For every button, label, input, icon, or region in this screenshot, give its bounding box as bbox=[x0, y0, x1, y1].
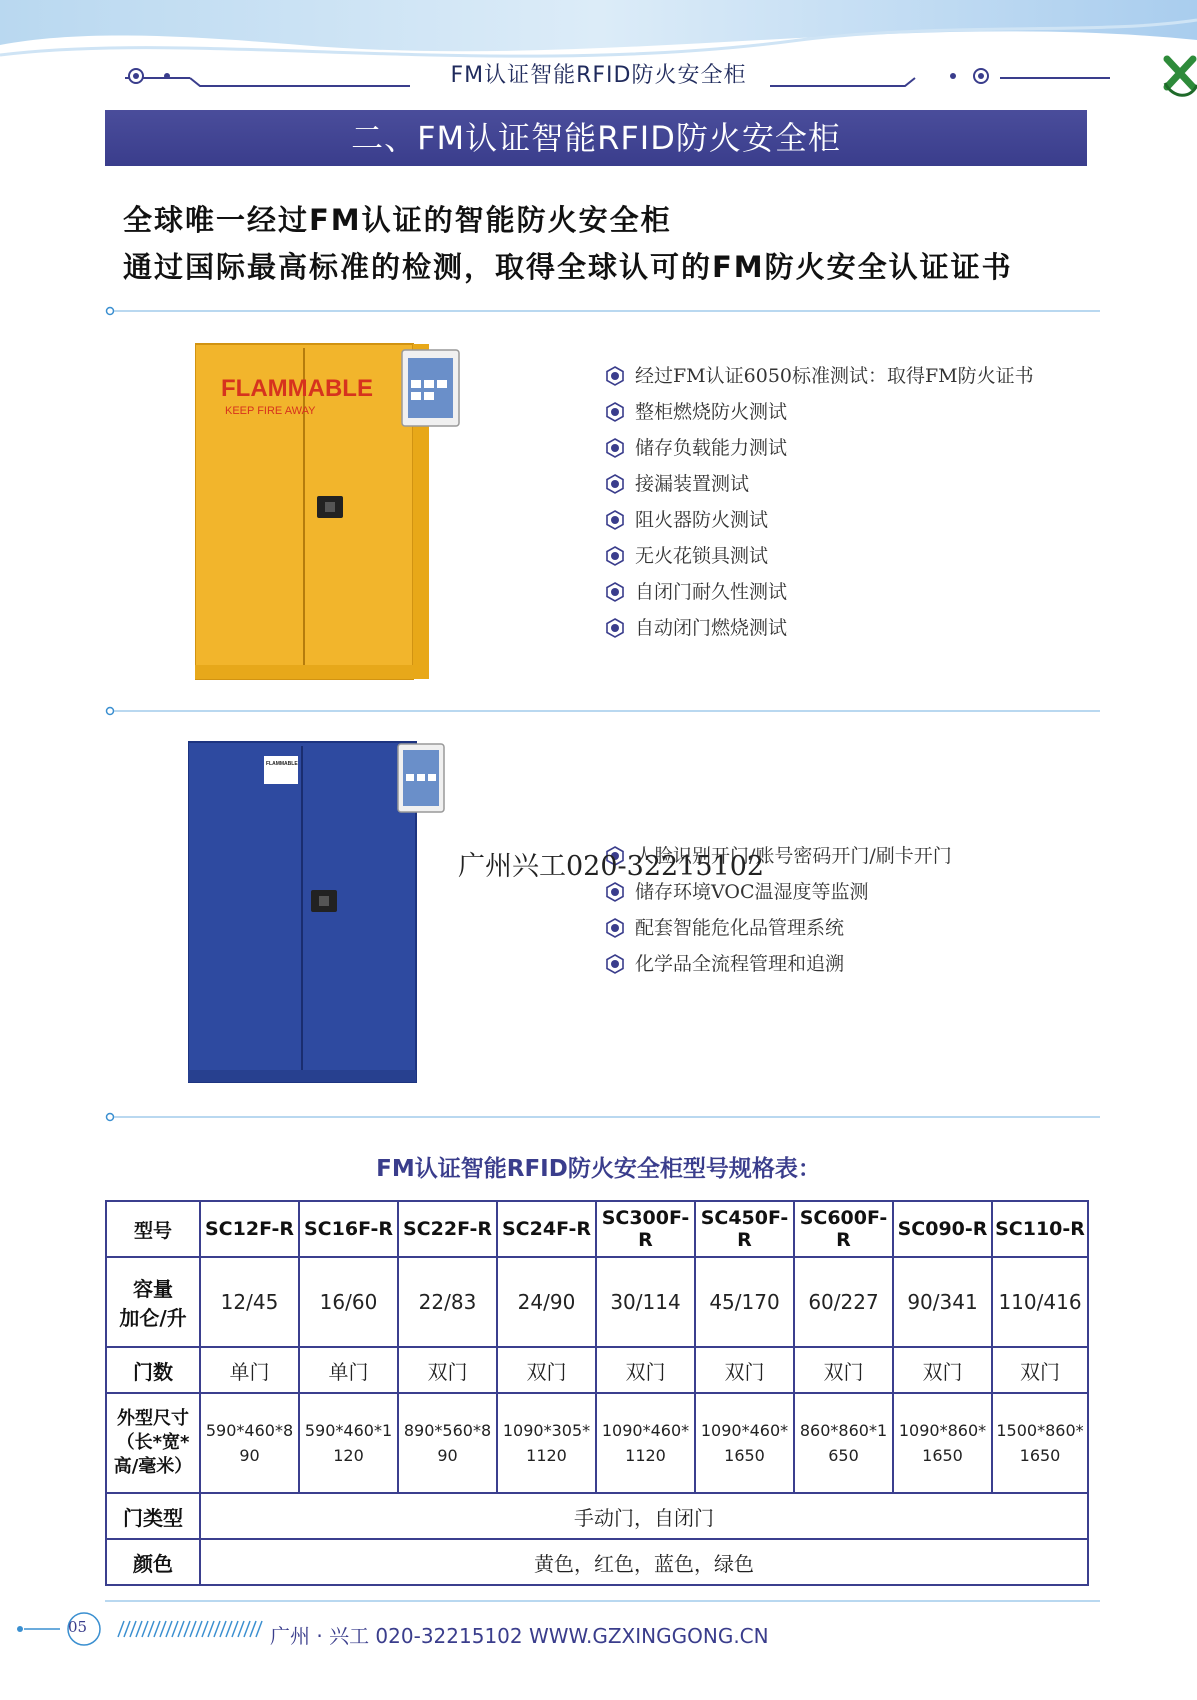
dimension-cell bbox=[794, 1393, 893, 1493]
dimension-text: 860*860*1650 bbox=[799, 1421, 888, 1465]
feature-text: 阻火器防火测试 bbox=[635, 509, 769, 531]
feature-text: 经过FM认证6050标准测试：取得FM防火证书 bbox=[635, 365, 1034, 387]
dimension-cell bbox=[299, 1393, 398, 1493]
model-cell: SC450F-R bbox=[695, 1201, 794, 1257]
feature-text: 人脸识别开门/账号密码开门/刷卡开门 bbox=[635, 845, 952, 867]
row-label-model: 型号 bbox=[106, 1201, 200, 1257]
company-logo bbox=[1163, 45, 1197, 103]
dimension-text: 1090*460*1650 bbox=[700, 1421, 789, 1465]
capacity-cell: 90/341 bbox=[893, 1257, 992, 1347]
hex-bullet-icon bbox=[605, 402, 625, 422]
hex-bullet-icon bbox=[605, 582, 625, 602]
contact-watermark: 广州兴工020-32215102 bbox=[458, 851, 765, 882]
table-row-capacity bbox=[106, 1257, 1088, 1347]
hex-bullet-icon bbox=[605, 510, 625, 530]
model-cell: SC24F-R bbox=[497, 1201, 596, 1257]
hex-bullet-icon bbox=[605, 882, 625, 902]
page-number: 05 bbox=[68, 1618, 88, 1636]
section-divider bbox=[105, 1112, 1100, 1122]
hex-bullet-icon bbox=[605, 474, 625, 494]
dimension-text: 1090*305*1120 bbox=[502, 1421, 591, 1465]
section-divider bbox=[105, 706, 1100, 716]
feature-text: 配套智能危化品管理系统 bbox=[635, 917, 845, 939]
table-row-model bbox=[106, 1201, 1088, 1257]
doors-cell: 单门 bbox=[200, 1347, 299, 1393]
dimension-text: 1090*860*1650 bbox=[898, 1421, 987, 1465]
feature-text: 自动闭门燃烧测试 bbox=[635, 617, 788, 639]
capacity-cell: 16/60 bbox=[299, 1257, 398, 1347]
feature-text: 储存环境VOC温湿度等监测 bbox=[635, 881, 869, 903]
list-item bbox=[605, 610, 1034, 646]
feature-text: 化学品全流程管理和追溯 bbox=[635, 953, 845, 975]
doors-cell: 双门 bbox=[695, 1347, 794, 1393]
feature-text: 自闭门耐久性测试 bbox=[635, 581, 788, 603]
list-item bbox=[605, 910, 952, 946]
dimension-cell bbox=[398, 1393, 497, 1493]
yellow-cabinet-image bbox=[195, 340, 467, 680]
capacity-cell: 12/45 bbox=[200, 1257, 299, 1347]
dimension-text: 1090*460*1120 bbox=[601, 1421, 690, 1465]
dimension-cell bbox=[992, 1393, 1088, 1493]
capacity-cell: 24/90 bbox=[497, 1257, 596, 1347]
hex-bullet-icon bbox=[605, 618, 625, 638]
capacity-cell: 30/114 bbox=[596, 1257, 695, 1347]
row-label-line: 容量 bbox=[133, 1277, 173, 1301]
blue-cabinet-label: FLAMMABLE bbox=[266, 761, 298, 767]
dimension-cell bbox=[893, 1393, 992, 1493]
feature-text: 整柜燃烧防火测试 bbox=[635, 401, 788, 423]
door-type-cell: 手动门，自闭门 bbox=[200, 1493, 1088, 1539]
yellow-cabinet-label: FLAMMABLE bbox=[221, 375, 373, 402]
doors-cell: 双门 bbox=[596, 1347, 695, 1393]
row-label-door-type: 门类型 bbox=[106, 1493, 200, 1539]
row-label-dimensions bbox=[106, 1393, 200, 1493]
row-label-line: 加仑/升 bbox=[119, 1306, 187, 1330]
list-item bbox=[605, 466, 1034, 502]
doors-cell: 双门 bbox=[497, 1347, 596, 1393]
row-label-color: 颜色 bbox=[106, 1539, 200, 1585]
feature-list-tests bbox=[605, 358, 1034, 646]
blue-cabinet-image bbox=[188, 740, 460, 1085]
header-title: FM认证智能RFID防火安全柜 bbox=[450, 63, 747, 88]
headline-line-1: 全球唯一经过FM认证的智能防火安全柜 bbox=[123, 203, 672, 237]
capacity-cell: 110/416 bbox=[992, 1257, 1088, 1347]
yellow-cabinet-sublabel: KEEP FIRE AWAY bbox=[225, 405, 316, 417]
dimension-text: 1500*860*1650 bbox=[996, 1421, 1084, 1465]
hex-bullet-icon bbox=[605, 546, 625, 566]
feature-text: 接漏装置测试 bbox=[635, 473, 750, 495]
list-item bbox=[605, 502, 1034, 538]
list-item bbox=[605, 394, 1034, 430]
hex-bullet-icon bbox=[605, 918, 625, 938]
row-label-line: 高/毫米） bbox=[113, 1456, 193, 1477]
model-cell: SC22F-R bbox=[398, 1201, 497, 1257]
feature-text: 无火花锁具测试 bbox=[635, 545, 769, 567]
doors-cell: 双门 bbox=[992, 1347, 1088, 1393]
table-row-door-type bbox=[106, 1493, 1088, 1539]
footer-contact: 广州 · 兴工 020-32215102 WWW.GZXINGGONG.CN bbox=[270, 1624, 769, 1648]
spec-table bbox=[105, 1200, 1089, 1586]
hex-bullet-icon bbox=[605, 438, 625, 458]
dimension-cell bbox=[497, 1393, 596, 1493]
model-cell: SC110-R bbox=[992, 1201, 1088, 1257]
table-row-doors bbox=[106, 1347, 1088, 1393]
model-cell: SC090-R bbox=[893, 1201, 992, 1257]
hex-bullet-icon bbox=[605, 954, 625, 974]
hex-bullet-icon bbox=[605, 366, 625, 386]
spec-table-title: FM认证智能RFID防火安全柜型号规格表： bbox=[376, 1156, 821, 1182]
row-label-line: （长*宽* bbox=[116, 1432, 190, 1453]
dimension-text: 590*460*1120 bbox=[304, 1421, 393, 1465]
doors-cell: 双门 bbox=[794, 1347, 893, 1393]
list-item bbox=[605, 430, 1034, 466]
doors-cell: 单门 bbox=[299, 1347, 398, 1393]
table-row-dimensions bbox=[106, 1393, 1088, 1493]
list-item bbox=[605, 946, 952, 982]
section-banner: 二、FM认证智能RFID防火安全柜 bbox=[105, 110, 1087, 166]
capacity-cell: 22/83 bbox=[398, 1257, 497, 1347]
headline-line-2: 通过国际最高标准的检测，取得全球认可的FM防火安全认证证书 bbox=[123, 250, 1013, 284]
doors-cell: 双门 bbox=[893, 1347, 992, 1393]
dimension-text: 590*460*890 bbox=[205, 1421, 294, 1465]
list-item bbox=[605, 538, 1034, 574]
model-cell: SC12F-R bbox=[200, 1201, 299, 1257]
capacity-cell: 60/227 bbox=[794, 1257, 893, 1347]
row-label-capacity bbox=[106, 1257, 200, 1347]
dimension-cell bbox=[596, 1393, 695, 1493]
dimension-cell bbox=[200, 1393, 299, 1493]
list-item bbox=[605, 574, 1034, 610]
list-item bbox=[605, 358, 1034, 394]
row-label-line: 外型尺寸 bbox=[117, 1408, 189, 1429]
section-divider bbox=[105, 306, 1100, 316]
color-cell: 黄色，红色，蓝色，绿色 bbox=[200, 1539, 1088, 1585]
feature-text: 储存负载能力测试 bbox=[635, 437, 788, 459]
doors-cell: 双门 bbox=[398, 1347, 497, 1393]
dimension-cell bbox=[695, 1393, 794, 1493]
model-cell: SC300F-R bbox=[596, 1201, 695, 1257]
dimension-text: 890*560*890 bbox=[403, 1421, 492, 1465]
model-cell: SC16F-R bbox=[299, 1201, 398, 1257]
capacity-cell: 45/170 bbox=[695, 1257, 794, 1347]
model-cell: SC600F-R bbox=[794, 1201, 893, 1257]
table-row-color bbox=[106, 1539, 1088, 1585]
row-label-doors: 门数 bbox=[106, 1347, 200, 1393]
